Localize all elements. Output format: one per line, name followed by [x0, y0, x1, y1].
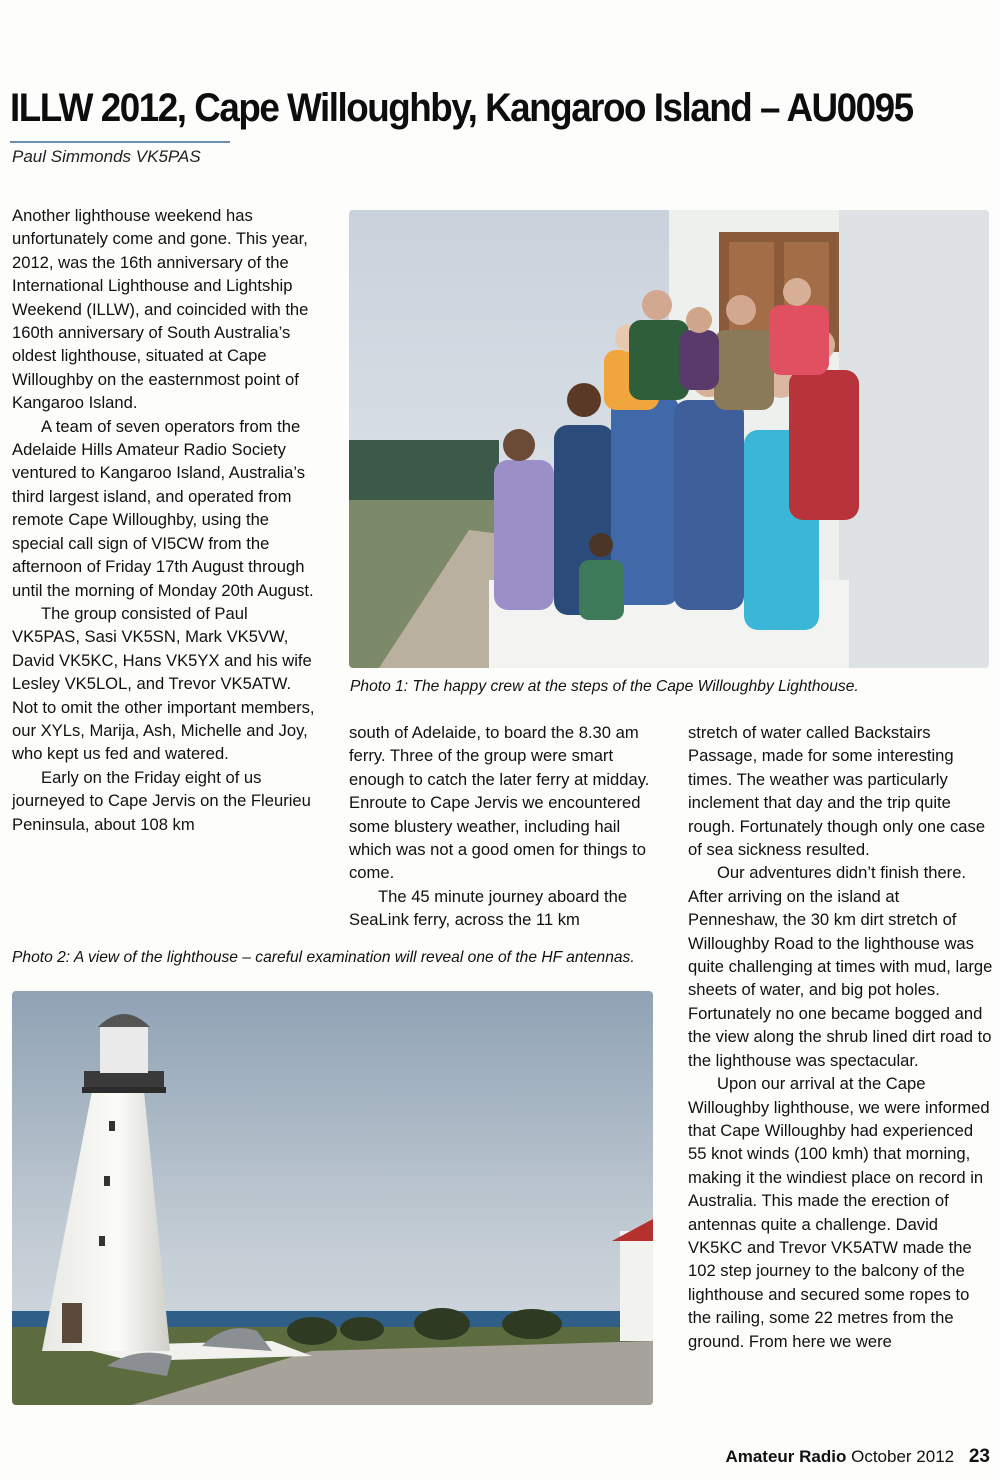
paragraph: Our adventures didn’t finish there. After arriving on the island at Penneshaw, the 30 km dirt stretch of Willoughby Road to the lighthouse was quite challenging at times with mud, large sheets of water, and big pot holes. Fortunately no one became bogged and the view along the shrub lined dirt road to the lighthouse was spectacular. [688, 863, 993, 1070]
paragraph: south of Adelaide, to board the 8.30 am ferry. Three of the group were smart enough to catch the later ferry at midday. Enroute to Cape Jervis we encountered some blustery weather, including hail which was not a good omen for things to come. [349, 723, 650, 883]
text-column-2 [349, 721, 654, 932]
paragraph: The 45 minute journey aboard the SeaLink ferry, across the 11 km [349, 886, 628, 930]
page-number: 23 [968, 1446, 990, 1467]
paragraph: The group consisted of Paul VK5PAS, Sasi VK5SN, Mark VK5VW, David VK5KC, Hans VK5YX and his wife Lesley VK5LOL, and Trevor VK5ATW. Not to omit the other important members, our XYLs, Marija, Ash, Michelle and Joy, who kept us fed and watered. [12, 603, 315, 764]
photo2-caption: Photo 2: A view of the lighthouse – careful examination will reveal one of the HF antennas. [12, 949, 635, 966]
paragraph: Early on the Friday eight of us journeyed to Cape Jervis on the Fleurieu Peninsula, about 108 km [12, 767, 311, 834]
footer-issue: October 2012 [851, 1447, 955, 1466]
photo-crew-on-steps [349, 210, 989, 668]
photo1-caption: Photo 1: The happy crew at the steps of the Cape Willoughby Lighthouse. [350, 678, 859, 695]
text-column-1 [12, 204, 320, 836]
footer-magazine: Amateur Radio [725, 1447, 847, 1466]
article-title: ILLW 2012, Cape Willoughby, Kangaroo Island – AU0095 [10, 86, 913, 130]
photo-lighthouse-view [12, 991, 653, 1405]
text-column-3 [688, 721, 993, 1353]
paragraph: Another lighthouse weekend has unfortunately come and gone. This year, 2012, was the 16th anniversary of the International Lighthouse and Lightship Weekend (ILLW), and coincided with the 160th anniversary of South Australia’s oldest lighthouse, situated at Cape Willoughby on the easternmost point of Kangaroo Island. [12, 206, 309, 413]
paragraph: Upon our arrival at the Cape Willoughby lighthouse, we were informed that Cape Willoughby had experienced 55 knot winds (100 kmh) that morning, making it the windiest place on record in Australia. This made the erection of antennas quite a challenge. David VK5KC and Trevor VK5ATW made the 102 step journey to the balcony of the lighthouse and secured some ropes to the railing, some 22 metres from the ground. From here we were [688, 1074, 990, 1351]
article-author: Paul Simmonds VK5PAS [12, 147, 201, 166]
page-footer [725, 1446, 990, 1468]
paragraph: A team of seven operators from the Adelaide Hills Amateur Radio Society ventured to Kangaroo Island, Australia’s third largest island, and operated from remote Cape Willoughby, using the special call sign of VI5CW from the afternoon of Friday 17th August through until the morning of Monday 20th August. [12, 416, 314, 600]
paragraph: stretch of water called Backstairs Passage, made for some interesting times. The weather was particularly inclement that day and the trip quite rough. Fortunately though only one case of sea sickness resulted. [688, 723, 986, 860]
title-rule [10, 141, 230, 143]
